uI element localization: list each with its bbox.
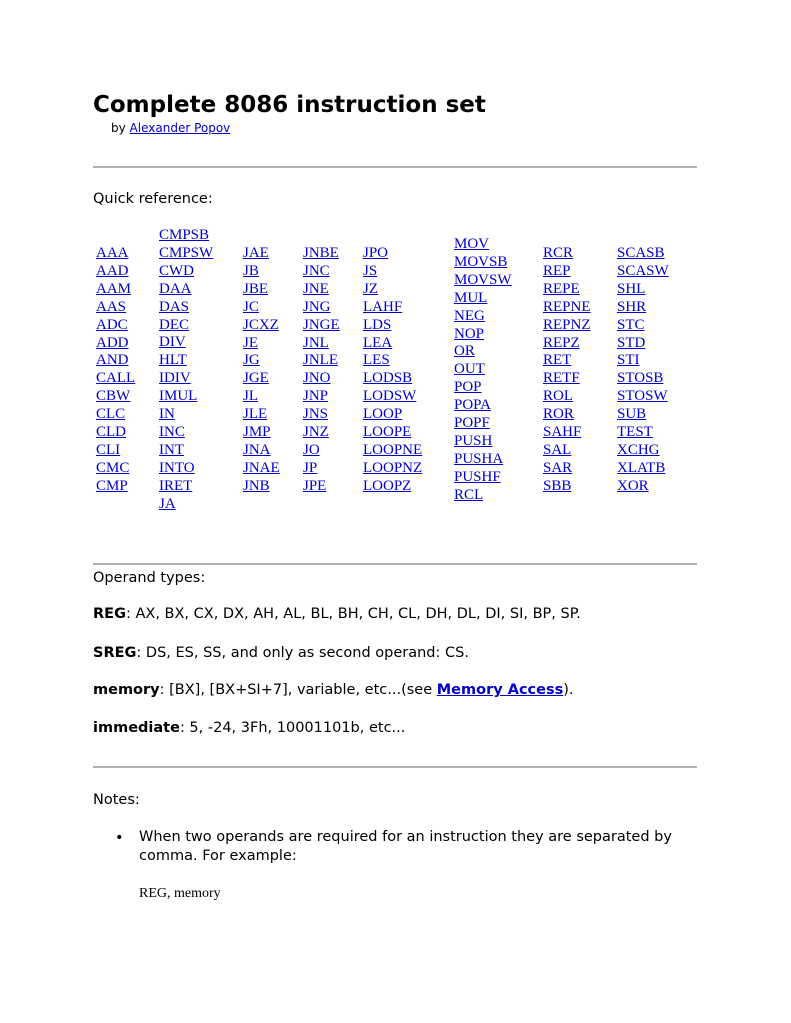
instruction-link-stosb[interactable]: STOSB <box>617 370 664 387</box>
instruction-link-aaa[interactable]: AAA <box>96 245 129 261</box>
instruction-link-jnp[interactable]: JNP <box>303 388 329 405</box>
instruction-link-clc[interactable]: CLC <box>96 406 126 423</box>
operand-types-label: Operand types: <box>93 570 206 586</box>
instruction-link-xchg[interactable]: XCHG <box>617 441 660 458</box>
divider <box>93 563 697 565</box>
instruction-link-je[interactable]: JE <box>243 334 258 351</box>
instruction-link-in[interactable]: IN <box>159 406 175 423</box>
instruction-link-jnc[interactable]: JNC <box>303 262 330 279</box>
instruction-link-cmc[interactable]: CMC <box>96 459 130 476</box>
instruction-link-lahf[interactable]: LAHF <box>363 298 403 315</box>
instruction-link-stc[interactable]: STC <box>617 316 645 333</box>
instruction-link-cmpsw[interactable]: CMPSW <box>159 244 214 261</box>
instruction-link-movsb[interactable]: MOVSB <box>454 253 508 270</box>
instruction-link-ja[interactable]: JA <box>159 495 176 512</box>
instruction-link-repne[interactable]: REPNE <box>543 298 591 315</box>
instruction-link-lds[interactable]: LDS <box>363 316 392 333</box>
divider <box>93 166 697 168</box>
instruction-link-sti[interactable]: STI <box>617 352 640 369</box>
instruction-link-jo[interactable]: JO <box>303 441 320 458</box>
by-label: by <box>111 121 126 135</box>
operand-memory-end: ). <box>563 682 574 698</box>
instruction-column <box>159 227 213 514</box>
instruction-link-rol[interactable]: ROL <box>543 388 573 405</box>
divider <box>93 766 697 768</box>
instruction-link-cld[interactable]: CLD <box>96 424 126 441</box>
instruction-link-daa[interactable]: DAA <box>159 280 192 297</box>
instruction-link-pushf[interactable]: PUSHF <box>454 468 501 485</box>
instruction-link-jnl[interactable]: JNL <box>303 334 329 351</box>
instruction-link-imul[interactable]: IMUL <box>159 388 198 405</box>
instruction-link-jle[interactable]: JLE <box>243 406 268 423</box>
instruction-link-jpe[interactable]: JPE <box>303 477 327 494</box>
instruction-link-jp[interactable]: JP <box>303 459 318 476</box>
instruction-link-loopne[interactable]: LOOPNE <box>363 441 423 458</box>
instruction-link-sar[interactable]: SAR <box>543 459 573 476</box>
instruction-link-stosw[interactable]: STOSW <box>617 388 668 405</box>
instruction-link-test[interactable]: TEST <box>617 424 653 441</box>
operand-reg-text: : AX, BX, CX, DX, AH, AL, BL, BH, CH, CL, DH, DL, DI, SI, BP, SP. <box>125 606 581 622</box>
instruction-link-iret[interactable]: IRET <box>159 477 193 494</box>
instruction-link-repnz[interactable]: REPNZ <box>543 316 591 333</box>
instruction-link-hlt[interactable]: HLT <box>159 352 187 369</box>
instruction-link-sal[interactable]: SAL <box>543 441 572 458</box>
operand-memory-term: memory <box>93 682 160 698</box>
instruction-link-nop[interactable]: NOP <box>454 325 485 342</box>
instruction-link-adc[interactable]: ADC <box>96 316 128 333</box>
instruction-link-add[interactable]: ADD <box>96 334 129 351</box>
instruction-column <box>243 245 280 496</box>
instruction-link-cli[interactable]: CLI <box>96 441 121 458</box>
instruction-link-sub[interactable]: SUB <box>617 406 647 423</box>
instruction-link-sbb[interactable]: SBB <box>543 477 572 494</box>
instruction-link-mov[interactable]: MOV <box>454 236 490 252</box>
instruction-link-jnb[interactable]: JNB <box>243 477 270 494</box>
instruction-link-neg[interactable]: NEG <box>454 307 485 324</box>
instruction-link-jb[interactable]: JB <box>243 262 259 279</box>
page-title: Complete 8086 instruction set <box>93 92 486 118</box>
instruction-link-div[interactable]: DIV <box>159 334 186 351</box>
instruction-link-jno[interactable]: JNO <box>303 370 331 387</box>
instruction-link-jng[interactable]: JNG <box>303 298 331 315</box>
memory-access-link[interactable]: Memory Access <box>436 682 564 698</box>
instruction-link-scasb[interactable]: SCASB <box>617 245 665 261</box>
instruction-link-int[interactable]: INT <box>159 441 184 458</box>
instruction-link-jg[interactable]: JG <box>243 352 260 369</box>
operand-immediate <box>93 720 405 736</box>
instruction-link-and[interactable]: AND <box>96 352 129 369</box>
instruction-link-jns[interactable]: JNS <box>303 406 329 423</box>
instruction-link-aad[interactable]: AAD <box>96 262 129 279</box>
instruction-link-jmp[interactable]: JMP <box>243 424 271 441</box>
instruction-link-retf[interactable]: RETF <box>543 370 580 387</box>
instruction-link-xor[interactable]: XOR <box>617 477 649 494</box>
instruction-link-jnge[interactable]: JNGE <box>303 316 340 333</box>
instruction-link-xlatb[interactable]: XLATB <box>617 459 666 476</box>
code-example: REG, memory <box>139 886 221 901</box>
author-link[interactable]: Alexander Popov <box>129 121 231 135</box>
instruction-link-pop[interactable]: POP <box>454 379 482 396</box>
instruction-link-jnle[interactable]: JNLE <box>303 352 338 369</box>
note-item: When two operands are required for an instruction they are separated by comma. For example: <box>139 829 672 864</box>
instruction-link-js[interactable]: JS <box>363 262 378 279</box>
instruction-link-scasw[interactable]: SCASW <box>617 262 669 279</box>
instruction-link-movsw[interactable]: MOVSW <box>454 271 512 288</box>
instruction-link-jpo[interactable]: JPO <box>363 245 389 261</box>
instruction-link-aam[interactable]: AAM <box>96 280 132 297</box>
instruction-link-repz[interactable]: REPZ <box>543 334 580 351</box>
instruction-link-lodsw[interactable]: LODSW <box>363 388 417 405</box>
instruction-column <box>363 245 422 496</box>
instruction-link-out[interactable]: OUT <box>454 361 485 378</box>
instruction-link-les[interactable]: LES <box>363 352 390 369</box>
instruction-link-into[interactable]: INTO <box>159 459 195 476</box>
operand-reg <box>93 606 581 622</box>
instruction-link-lea[interactable]: LEA <box>363 334 393 351</box>
instruction-link-popa[interactable]: POPA <box>454 397 491 414</box>
instruction-column <box>454 236 512 505</box>
instruction-link-jne[interactable]: JNE <box>303 280 329 297</box>
operand-sreg-term: SREG <box>93 645 137 661</box>
instruction-link-dec[interactable]: DEC <box>159 316 189 333</box>
instruction-column <box>303 245 340 496</box>
instruction-link-jae[interactable]: JAE <box>243 245 269 261</box>
instruction-link-jbe[interactable]: JBE <box>243 280 269 297</box>
instruction-link-inc[interactable]: INC <box>159 423 185 440</box>
instruction-link-ret[interactable]: RET <box>543 352 572 369</box>
operand-memory <box>93 682 574 698</box>
instruction-link-idiv[interactable]: IDIV <box>159 370 191 387</box>
instruction-link-mul[interactable]: MUL <box>454 289 488 306</box>
instruction-link-rcl[interactable]: RCL <box>454 486 484 503</box>
instruction-link-rep[interactable]: REP <box>543 262 571 279</box>
instruction-link-cbw[interactable]: CBW <box>96 388 131 405</box>
instruction-link-std[interactable]: STD <box>617 334 646 351</box>
instruction-link-rcr[interactable]: RCR <box>543 245 574 261</box>
instruction-link-loope[interactable]: LOOPE <box>363 424 412 441</box>
notes-label: Notes: <box>93 792 140 808</box>
instruction-link-jcxz[interactable]: JCXZ <box>243 316 279 333</box>
instruction-link-lodsb[interactable]: LODSB <box>363 370 413 387</box>
instruction-link-jnz[interactable]: JNZ <box>303 424 329 441</box>
instruction-link-loopz[interactable]: LOOPZ <box>363 477 412 494</box>
bullet-icon: • <box>115 830 124 846</box>
instruction-column <box>96 245 135 496</box>
instruction-link-jl[interactable]: JL <box>243 388 258 405</box>
instruction-link-push[interactable]: PUSH <box>454 432 493 449</box>
operand-sreg <box>93 645 469 661</box>
instruction-link-jz[interactable]: JZ <box>363 280 378 297</box>
instruction-link-cmpsb[interactable]: CMPSB <box>159 227 210 243</box>
instruction-link-repe[interactable]: REPE <box>543 280 580 297</box>
operand-sreg-text: : DS, ES, SS, and only as second operand: CS. <box>136 645 469 661</box>
instruction-link-jnae[interactable]: JNAE <box>243 459 280 476</box>
operand-immediate-term: immediate <box>93 720 180 736</box>
instruction-link-jna[interactable]: JNA <box>243 441 271 458</box>
instruction-link-jge[interactable]: JGE <box>243 370 269 387</box>
instruction-column <box>543 245 591 496</box>
operand-memory-text: : [BX], [BX+SI+7], variable, etc...(see <box>159 682 437 698</box>
instruction-link-jnbe[interactable]: JNBE <box>303 245 339 261</box>
instruction-link-aas[interactable]: AAS <box>96 298 127 315</box>
instruction-link-cmp[interactable]: CMP <box>96 477 128 494</box>
instruction-link-sahf[interactable]: SAHF <box>543 424 582 441</box>
instruction-column <box>617 245 669 496</box>
byline <box>111 121 230 135</box>
instruction-link-shr[interactable]: SHR <box>617 298 647 315</box>
instruction-link-ror[interactable]: ROR <box>543 406 574 423</box>
instruction-link-shl[interactable]: SHL <box>617 280 646 297</box>
operand-reg-term: REG <box>93 606 126 622</box>
operand-immediate-text: : 5, -24, 3Fh, 10001101b, etc... <box>179 720 406 736</box>
instruction-link-or[interactable]: OR <box>454 343 475 360</box>
quick-reference-label: Quick reference: <box>93 191 213 207</box>
instruction-link-loop[interactable]: LOOP <box>363 406 403 423</box>
instruction-link-cwd[interactable]: CWD <box>159 262 194 279</box>
instruction-link-loopnz[interactable]: LOOPNZ <box>363 459 423 476</box>
instruction-link-call[interactable]: CALL <box>96 370 136 387</box>
instruction-link-jc[interactable]: JC <box>243 298 259 315</box>
instruction-link-popf[interactable]: POPF <box>454 415 490 432</box>
instruction-link-pusha[interactable]: PUSHA <box>454 450 504 467</box>
instruction-link-das[interactable]: DAS <box>159 298 190 315</box>
